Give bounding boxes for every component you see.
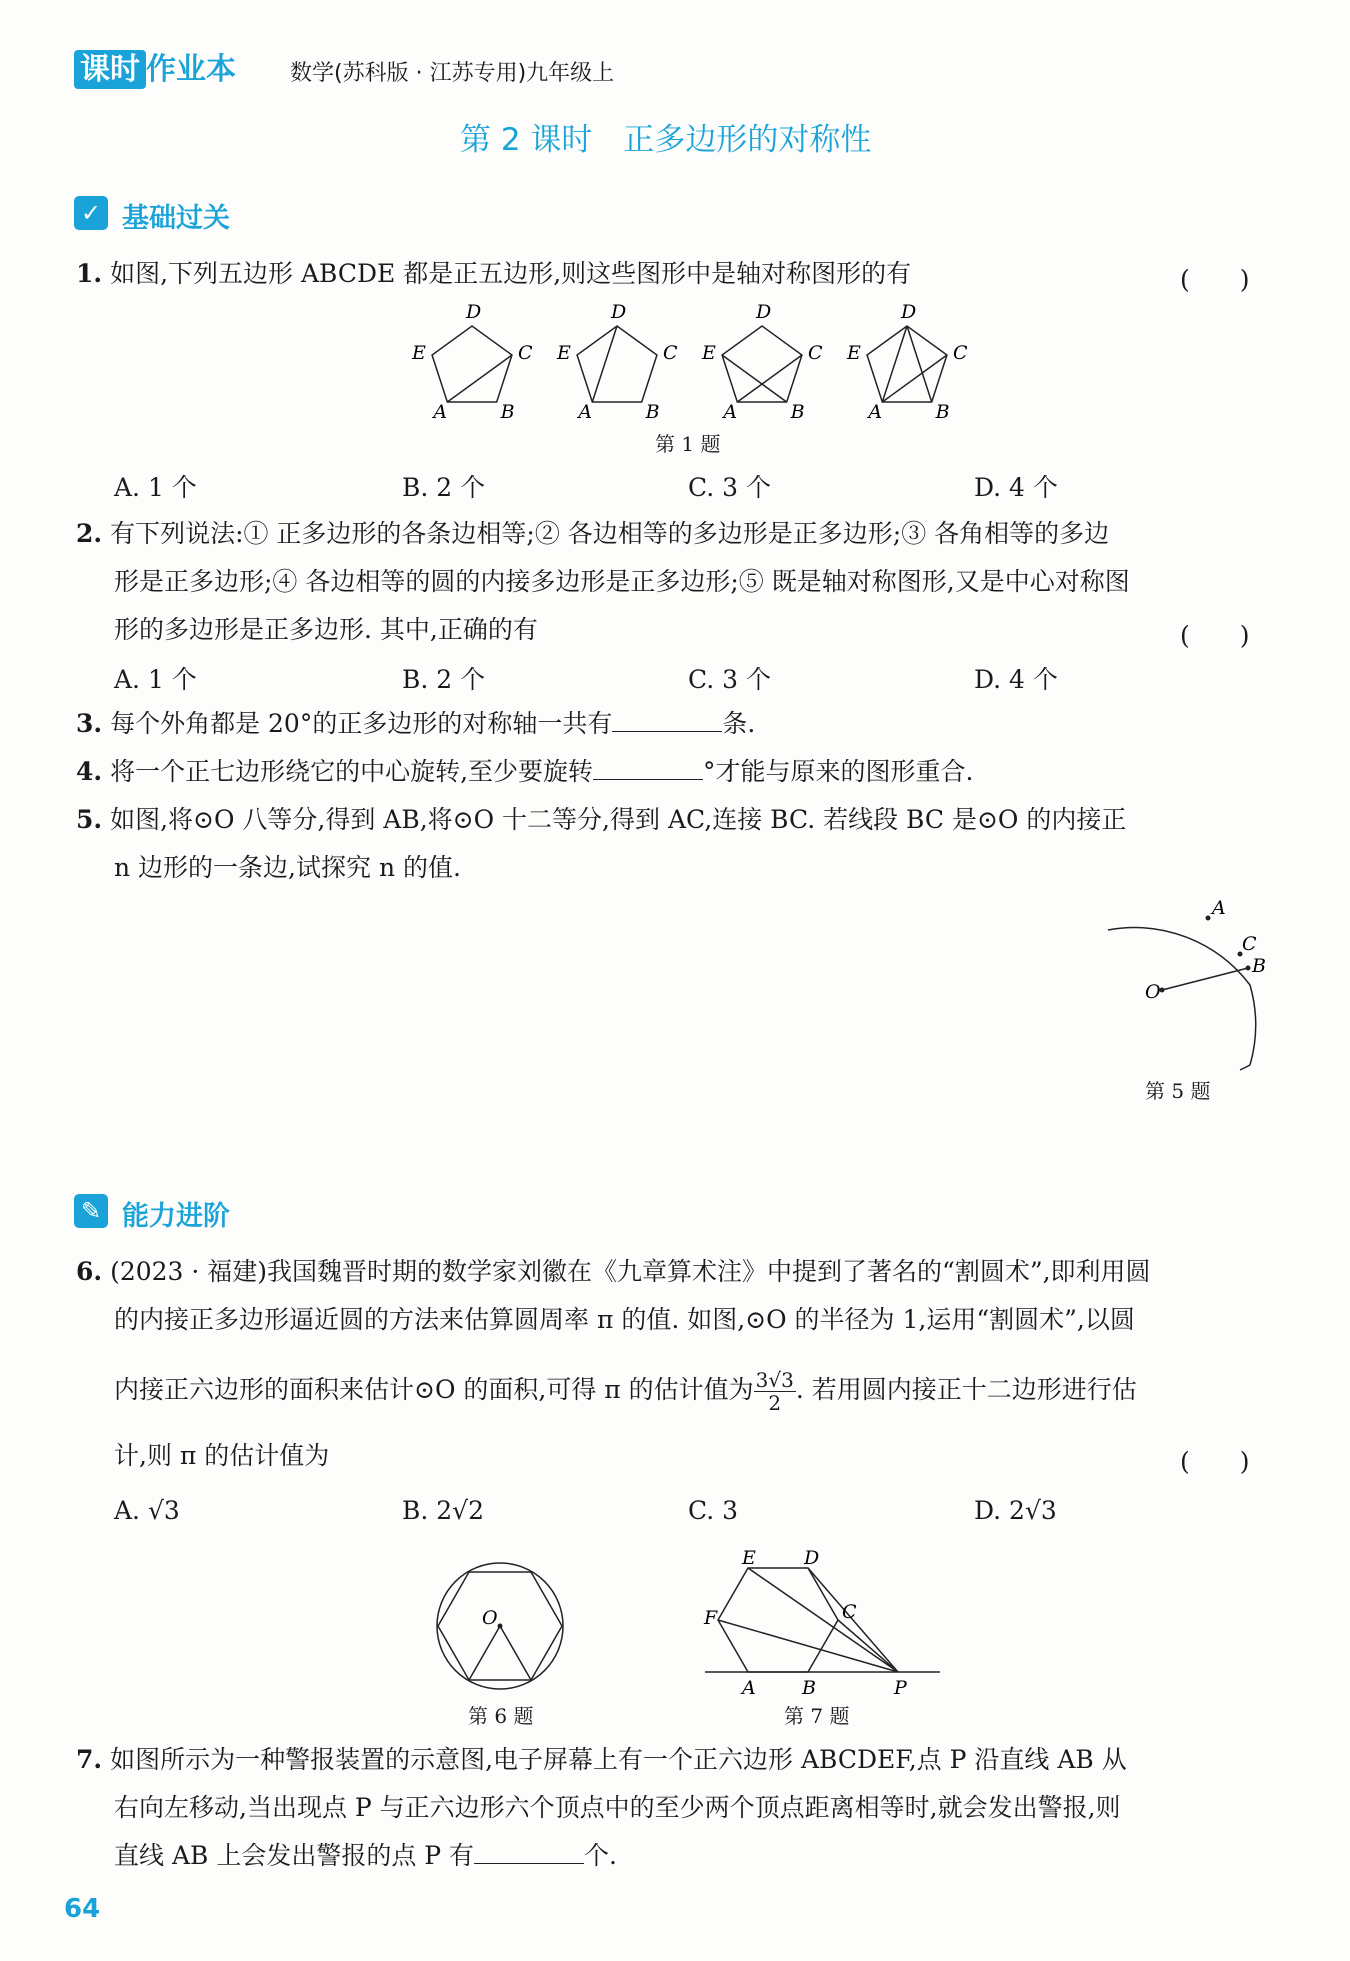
pentagon-4 (846, 301, 968, 423)
pentagon-label-e: E (702, 342, 716, 365)
pentagon-outline (577, 326, 657, 402)
q1-option-b: B. 2 个 (402, 473, 486, 502)
q6-line1 (76, 1248, 1151, 1296)
q2-text-2: 形是正多边形;④ 各边相等的圆的内接多边形是正多边形;⑤ 既是轴对称图形,又是中心对称图 (114, 567, 1130, 596)
q5-label-o: O (1145, 981, 1161, 1003)
q3-text-after: 条. (722, 709, 756, 738)
pentagon-diagonal (882, 326, 907, 402)
pentagon-diagonal (447, 355, 512, 402)
q5-figure (1090, 890, 1290, 1080)
pentagon-label-c: C (807, 342, 823, 365)
pentagon-3 (701, 301, 823, 423)
q6-text-3-after: . 若用圆内接正十二边形进行估 (795, 1375, 1137, 1404)
q7-label-e: E (742, 1547, 756, 1569)
q4-text-before: 将一个正七边形绕它的中心旋转,至少要旋转 (110, 757, 594, 786)
q7-label-c: C (842, 1601, 857, 1623)
q6-frac-den: 2 (768, 1391, 782, 1415)
q6-text-1: (2023 · 福建)我国魏晋时期的数学家刘徽在《九章算术注》中提到了著名的“割圆术”,即利用圆 (110, 1257, 1151, 1286)
q3-blank[interactable] (612, 731, 722, 732)
q7-text-1: 如图所示为一种警报装置的示意图,电子屏幕上有一个正六边形 ABCDEF,点 P 沿直线 AB 从 (110, 1745, 1127, 1774)
q7-label-p: P (894, 1677, 907, 1699)
lesson-title: 第 2 课时 正多边形的对称性 (460, 122, 872, 158)
pentagon-label-a: A (578, 400, 593, 423)
q2-option-d: D. 4 个 (974, 665, 1058, 694)
pentagon-label-c: C (952, 342, 968, 365)
pentagon-1 (411, 301, 533, 423)
q6-answer-paren: ( ) (1180, 1447, 1250, 1476)
q6-text-3-before: 内接正六边形的面积来估计⊙O 的面积,可得 π 的估计值为 (114, 1375, 754, 1404)
q3-line (76, 700, 755, 748)
q7-label-b: B (802, 1677, 816, 1699)
q5-text-1: 如图,将⊙O 八等分,得到 AB,将⊙O 十二等分,得到 AC,连接 BC. 若线段 BC 是⊙O 的内接正 (110, 805, 1127, 834)
q4-text-after: °才能与原来的图形重合. (703, 757, 974, 786)
q7-text-3-after: 个. (584, 1841, 617, 1870)
pentagon-label-d: D (756, 301, 772, 323)
q4-line (76, 748, 973, 796)
q1-answer-paren: ( ) (1180, 265, 1250, 294)
brand-name: 作业本 (146, 52, 236, 87)
q6-text-2: 的内接正多边形逼近圆的方法来估算圆周率 π 的值. 如图,⊙O 的半径为 1,运用“割圆术”,以圆 (114, 1305, 1135, 1334)
pentagon-label-e: E (847, 342, 861, 365)
q2-text-1: 有下列说法:① 正多边形的各条边相等;② 各边相等的多边形是正多边形;③ 各角相等的多边 (110, 519, 1110, 548)
q7-label-a: A (742, 1677, 756, 1699)
q7-number: 7. (76, 1745, 103, 1774)
q3-number: 3. (76, 709, 103, 738)
pentagon-label-e: E (412, 342, 426, 365)
pencil-icon: ✎ (74, 1194, 108, 1228)
pentagon-label-c: C (517, 342, 533, 365)
q5-text-2: n 边形的一条边,试探究 n 的值. (114, 853, 461, 882)
pentagon-label-b: B (500, 400, 515, 423)
pentagon-label-c: C (662, 342, 678, 365)
pentagon-diagonal (722, 355, 787, 402)
q7-line3 (114, 1832, 617, 1880)
q6-option-d: D. 2√3 (974, 1496, 1057, 1525)
q4-blank[interactable] (593, 779, 703, 780)
pentagon-diagonal (907, 326, 932, 402)
pentagon-diagonal (882, 355, 947, 402)
q5-caption: 第 5 题 (1145, 1079, 1211, 1103)
q5-number: 5. (76, 805, 103, 834)
section-advanced: 能力进阶 (122, 1201, 230, 1232)
pentagon-diagonal (592, 326, 617, 402)
q7-label-f: F (704, 1607, 718, 1629)
q6-caption: 第 6 题 (468, 1704, 534, 1728)
q2-option-a: A. 1 个 (114, 665, 197, 694)
check-icon: ✓ (74, 196, 108, 230)
q7-text-3-before: 直线 AB 上会发出警报的点 P 有 (114, 1841, 475, 1870)
q1-number: 1. (76, 259, 103, 288)
q7-line1 (76, 1736, 1127, 1784)
q2-option-c: C. 3 个 (688, 665, 771, 694)
q2-number: 2. (76, 519, 103, 548)
q7-blank[interactable] (474, 1863, 584, 1864)
pentagon-label-b: B (645, 400, 660, 423)
q1-option-d: D. 4 个 (974, 473, 1058, 502)
q4-number: 4. (76, 757, 103, 786)
q2-answer-paren: ( ) (1180, 621, 1250, 650)
q2-text-3: 形的多边形是正多边形. 其中,正确的有 (114, 615, 538, 644)
pentagon-label-a: A (723, 400, 738, 423)
q6-option-a: A. √3 (114, 1496, 180, 1525)
q1-caption: 第 1 题 (655, 432, 721, 456)
q1-option-c: C. 3 个 (688, 473, 771, 502)
q5-label-b: B (1252, 955, 1266, 977)
q3-text-before: 每个外角都是 20°的正多边形的对称轴一共有 (110, 709, 613, 738)
pentagon-2 (556, 301, 678, 423)
pentagon-label-d: D (901, 301, 917, 323)
pentagon-label-e: E (557, 342, 571, 365)
brand-box: 课时 (74, 50, 146, 89)
q6-frac-num: 3√3 (755, 1368, 794, 1392)
q6-number: 6. (76, 1257, 103, 1286)
q1-option-a: A. 1 个 (114, 473, 197, 502)
q6-text-4: 计,则 π 的估计值为 (114, 1441, 330, 1470)
brand-logo (74, 44, 236, 88)
q2-option-b: B. 2 个 (402, 665, 486, 694)
page-number: 64 (64, 1894, 101, 1924)
q6-figure (430, 1556, 570, 1696)
section-basic: 基础过关 (122, 203, 230, 234)
q7-figure (700, 1540, 950, 1700)
pentagon-diagonal (737, 355, 802, 402)
q6-label-o: O (482, 1607, 498, 1629)
pentagon-label-a: A (433, 400, 448, 423)
q1-text: 如图,下列五边形 ABCDE 都是正五边形,则这些图形中是轴对称图形的有 (110, 259, 912, 288)
q1-figure (400, 300, 980, 430)
pentagon-label-d: D (611, 301, 627, 323)
q6-fraction (754, 1369, 796, 1414)
pentagon-label-b: B (790, 400, 805, 423)
q2-line1 (76, 510, 1109, 558)
q5-label-c: C (1242, 933, 1257, 955)
q5-line1 (76, 796, 1126, 844)
pentagon-label-a: A (868, 400, 883, 423)
q7-label-d: D (804, 1547, 820, 1569)
pentagon-label-d: D (466, 301, 482, 323)
book-title: 数学(苏科版 · 江苏专用)九年级上 (290, 61, 615, 86)
q1-line (76, 250, 911, 298)
q6-line3 (114, 1366, 1137, 1414)
q6-option-b: B. 2√2 (402, 1496, 485, 1525)
pentagon-label-b: B (935, 400, 950, 423)
q5-label-a: A (1212, 897, 1226, 919)
q7-text-2: 右向左移动,当出现点 P 与正六边形六个顶点中的至少两个顶点距离相等时,就会发出警报,则 (114, 1793, 1121, 1822)
q6-option-c: C. 3 (688, 1496, 739, 1525)
q7-caption: 第 7 题 (784, 1704, 850, 1728)
